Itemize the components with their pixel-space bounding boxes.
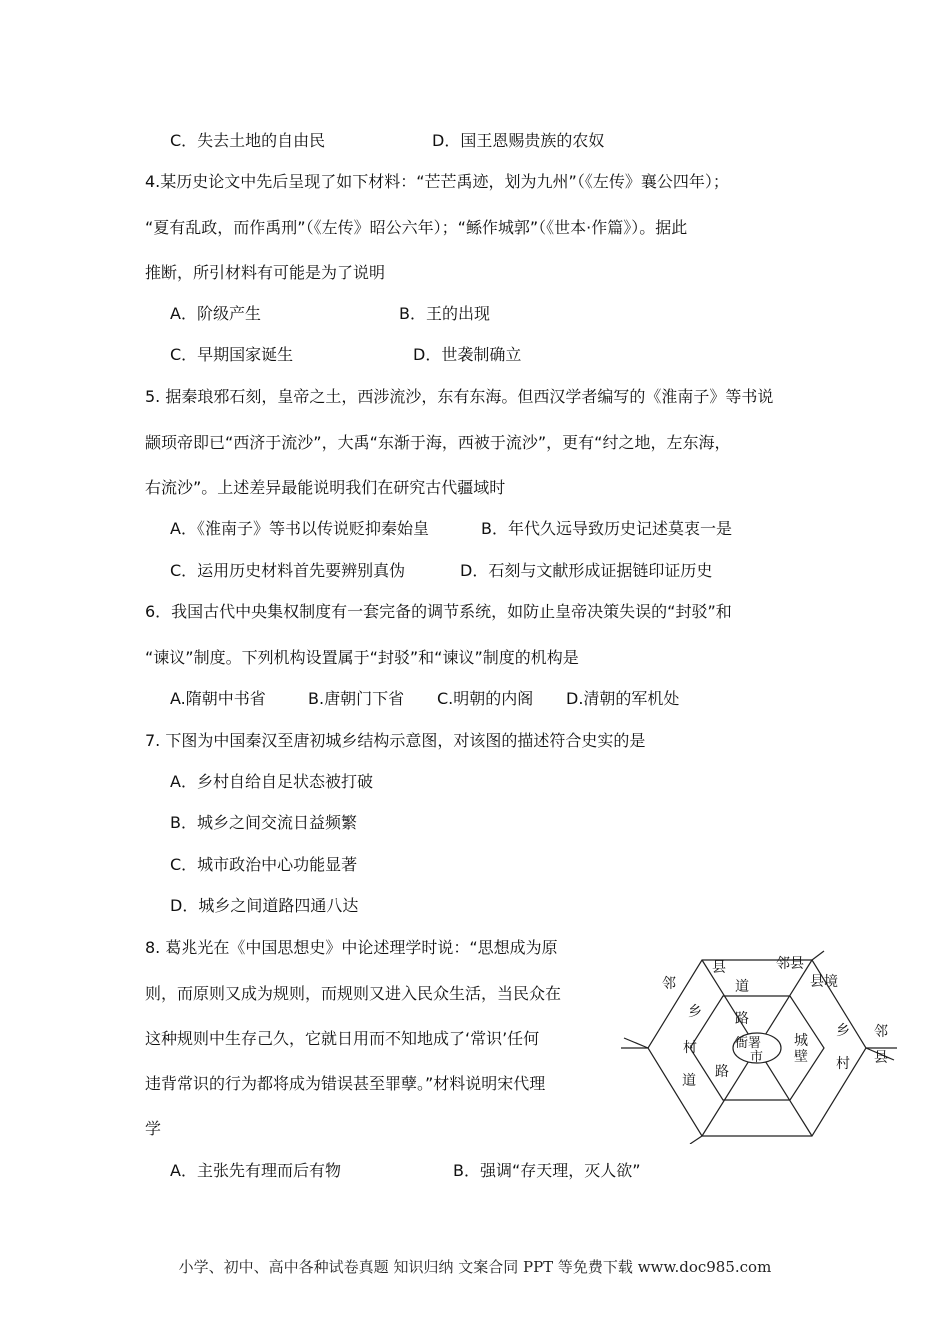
q7-stem-line-1: 7. 下图为中国秦汉至唐初城乡结构示意图，对该图的描述符合史实的是 bbox=[145, 731, 646, 750]
label-road-2: 路 bbox=[735, 1011, 749, 1027]
label-county-territory: 县境 bbox=[810, 974, 838, 990]
label-neighbor-county-top: 邻县 bbox=[776, 956, 804, 972]
q5-option-c: C．运用历史材料首先要辨别真伪 bbox=[170, 561, 406, 580]
q8-stem-line-3: 这种规则中生存己久，它就日用而不知地成了‘常识’任何 bbox=[145, 1029, 540, 1048]
label-yamen: 衙署 bbox=[735, 1036, 762, 1051]
q5-stem-line-2: 颛顼帝即已“西济于流沙”，大禹“东渐于海，西被于流沙”，更有“纣之地，左东海， bbox=[145, 433, 731, 452]
q6-option-c: C.明朝的内阁 bbox=[437, 689, 534, 708]
q5-option-d: D．石刻与文献形成证据链印证历史 bbox=[460, 561, 713, 580]
page-footer: 小学、初中、高中各种试卷真题 知识归纳 文案合同 PPT 等免费下载 www.doc985.com bbox=[178, 1258, 772, 1276]
label-county-right: 县 bbox=[874, 1050, 888, 1066]
label-city: 城 bbox=[794, 1033, 808, 1049]
q6-stem-line-2: “谏议”制度。下列机构设置属于“封驳”和“谏议”制度的机构是 bbox=[145, 648, 579, 667]
extension-line-left-up bbox=[624, 1038, 648, 1048]
q3-option-c: C．失去土地的自由民 bbox=[170, 131, 326, 150]
q3-option-d: D．国王恩赐贵族的农奴 bbox=[432, 131, 605, 150]
q8-stem-line-2: 则，而原则又成为规则，而规则又进入民众生活，当民众在 bbox=[145, 984, 562, 1003]
q8-option-b: B．强调“存天理，灭人欲” bbox=[453, 1161, 641, 1180]
label-county-left: 县 bbox=[712, 960, 726, 976]
q8-stem-line-5: 学 bbox=[145, 1119, 162, 1138]
extension-line-bottom-left bbox=[690, 1136, 702, 1144]
label-market: 市 bbox=[750, 1050, 764, 1065]
q8-stem-line-1: 8. 葛兆光在《中国思想史》中论述理学时说：“思想成为原 bbox=[145, 938, 558, 957]
q7-option-b: B．城乡之间交流日益频繁 bbox=[170, 813, 357, 832]
q8-option-a: A．主张先有理而后有物 bbox=[170, 1161, 341, 1180]
label-township-right: 乡 bbox=[836, 1023, 850, 1039]
urban-rural-structure-diagram bbox=[618, 948, 900, 1144]
q5-option-b: B．年代久远导致历史记述莫衷一是 bbox=[481, 519, 732, 538]
q5-stem-line-1: 5. 据秦琅邪石刻，皇帝之土，西涉流沙，东有东海。但西汉学者编写的《淮南子》等书说 bbox=[145, 387, 774, 406]
q6-stem-line-1: 6．我国古代中央集权制度有一套完备的调节系统，如防止皇帝决策失误的“封驳”和 bbox=[145, 602, 732, 621]
label-road-1: 道 bbox=[735, 979, 749, 995]
label-village-left: 村 bbox=[683, 1040, 697, 1056]
q4-option-d: D．世袭制确立 bbox=[413, 345, 522, 364]
extension-line-top-right bbox=[812, 951, 824, 960]
q5-stem-line-3: 右流沙”。上述差异最能说明我们在研究古代疆域时 bbox=[145, 478, 506, 497]
q7-option-a: A．乡村自给自足状态被打破 bbox=[170, 772, 373, 791]
q8-stem-line-4: 违背常识的行为都将成为错误甚至罪孽。”材料说明宋代理 bbox=[145, 1074, 546, 1093]
q7-option-c: C．城市政治中心功能显著 bbox=[170, 855, 358, 874]
q7-option-d: D．城乡之间道路四通八达 bbox=[170, 896, 359, 915]
q4-option-b: B．王的出现 bbox=[399, 304, 490, 323]
label-village-right: 村 bbox=[836, 1056, 850, 1072]
q5-option-a: A．《淮南子》等书以传说贬抑秦始皇 bbox=[170, 519, 429, 538]
label-road-3: 道 bbox=[682, 1073, 696, 1089]
label-township-left: 乡 bbox=[688, 1004, 702, 1020]
diagram-canvas bbox=[618, 948, 900, 1144]
q4-stem-line-3: 推断，所引材料有可能是为了说明 bbox=[145, 263, 386, 282]
label-neighbor-left-1: 邻 bbox=[662, 976, 676, 992]
q6-option-d: D.清朝的军机处 bbox=[566, 689, 680, 708]
q4-stem-line-2: “夏有乱政，而作禹刑”（《左传》昭公六年）；“鲧作城郭”（《世本·作篇》）。据此 bbox=[145, 218, 688, 237]
q4-option-a: A．阶级产生 bbox=[170, 304, 261, 323]
q4-option-c: C．早期国家诞生 bbox=[170, 345, 294, 364]
label-road-4: 路 bbox=[715, 1064, 729, 1080]
label-neighbor-right: 邻 bbox=[874, 1024, 888, 1040]
q4-stem-line-1: 4.某历史论文中先后呈现了如下材料：“芒芒禹迹，划为九州”（《左传》襄公四年）； bbox=[145, 172, 729, 191]
label-wall: 壁 bbox=[794, 1049, 808, 1065]
q6-option-b: B.唐朝门下省 bbox=[308, 689, 405, 708]
q6-option-a: A.隋朝中书省 bbox=[170, 689, 266, 708]
